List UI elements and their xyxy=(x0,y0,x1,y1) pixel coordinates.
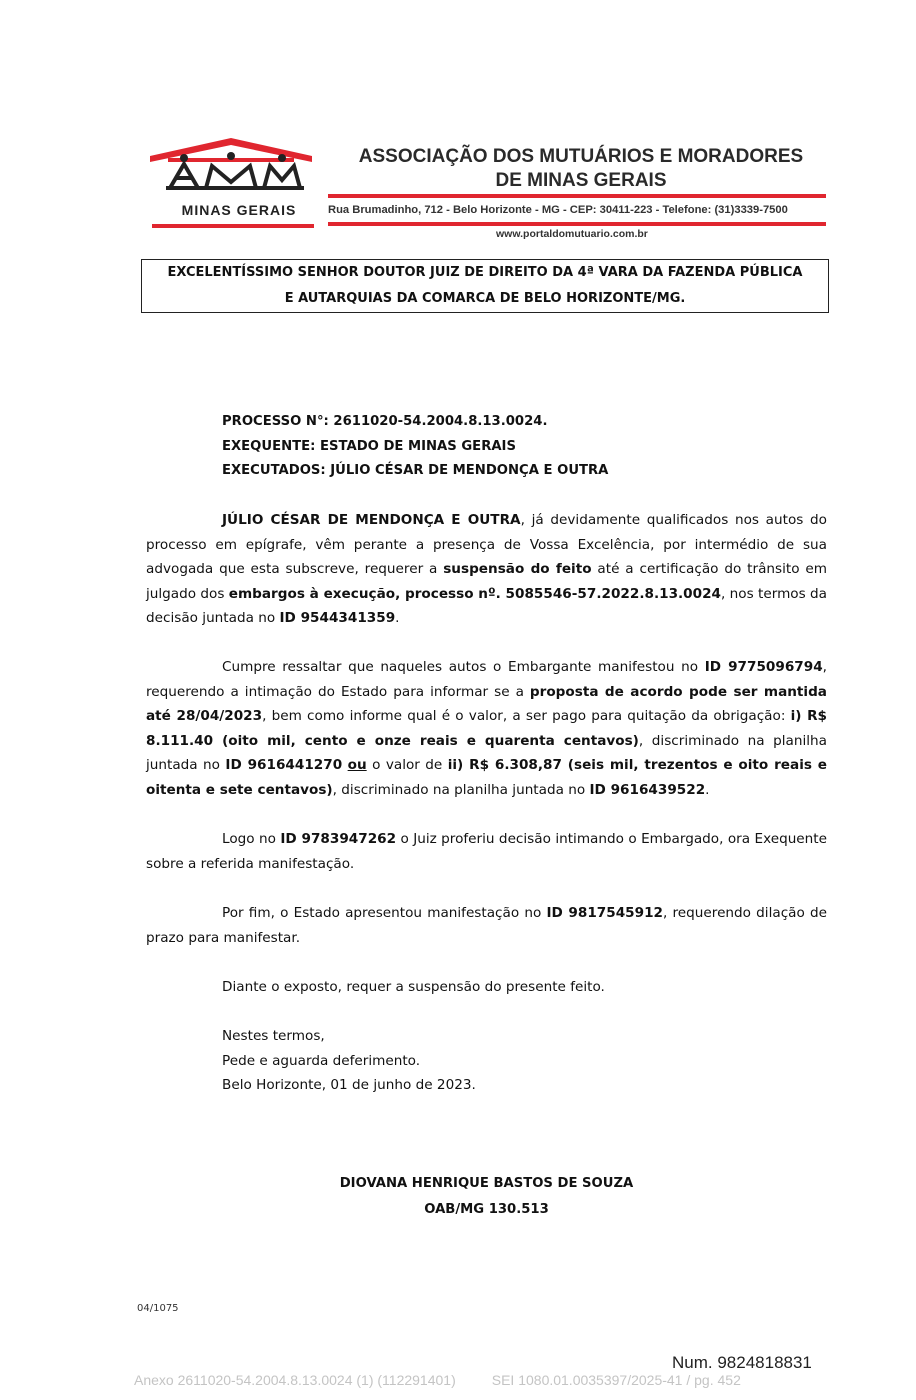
closing-line2: Pede e aguarda deferimento. xyxy=(222,1052,421,1069)
association-address: Rua Brumadinho, 712 - Belo Horizonte - MG - CEP: 30411-223 - Telefone: (31)3339-7500 xyxy=(328,204,788,216)
text: o Juiz proferiu decisão intimando o Embargado, ora Exequente sobre a referida manifestação. xyxy=(146,831,827,872)
paragraph-conclusion xyxy=(146,975,827,1000)
text: , discriminado na planilha juntada no xyxy=(332,781,590,798)
process-number: PROCESSO N°: 2611020-54.2004.8.13.0024. xyxy=(222,414,548,429)
annex-ref: Anexo 2611020-54.2004.8.13.0024 (1) (112291401) xyxy=(134,1372,456,1388)
closing-line1: Nestes termos, xyxy=(222,1028,325,1044)
underlined-text: ou xyxy=(347,757,367,773)
text: . xyxy=(395,610,400,626)
text: Diante o exposto, requer a suspensão do presente feito. xyxy=(222,979,605,995)
text: , requerendo a intimação do Estado para informar se a xyxy=(146,659,827,700)
paragraph-state xyxy=(146,901,827,950)
bold-text: ID 9775096794 xyxy=(704,659,823,675)
association-website: www.portaldomutuario.com.br xyxy=(496,228,648,240)
sei-ref: SEI 1080.01.0035397/2025-41 / pg. 452 xyxy=(491,1372,741,1388)
text: , requerendo dilação de prazo para manifestar. xyxy=(146,905,827,946)
bold-text: ID 9616441270 xyxy=(225,757,343,773)
accent-line xyxy=(328,222,826,226)
paragraph-manifestation xyxy=(146,655,827,802)
text: o valor de xyxy=(366,757,448,773)
association-title-line1: ASSOCIAÇÃO DOS MUTUÁRIOS E MORADORES xyxy=(358,146,804,167)
bold-text: JÚLIO CÉSAR DE MENDONÇA E OUTRA xyxy=(222,512,521,528)
process-header xyxy=(222,410,608,484)
letterhead-minas: MINAS GERAIS xyxy=(181,202,297,218)
text: até a certificação do trânsito em julgado dos xyxy=(146,561,827,602)
bold-text: ID 9616439522 xyxy=(589,781,706,798)
annex-footer xyxy=(134,1372,741,1388)
bold-text: ID 9783947262 xyxy=(280,831,397,847)
letterhead xyxy=(146,134,830,244)
accent-line xyxy=(152,224,314,228)
paragraph-request xyxy=(146,508,827,631)
page-reference: 04/1075 xyxy=(137,1303,179,1314)
text: Por fim, o Estado apresentou manifestação no xyxy=(222,905,547,921)
bold-text: suspensão do feito xyxy=(443,561,592,577)
text: Cumpre ressaltar que naqueles autos o Embargante manifestou no xyxy=(222,659,705,675)
accent-line xyxy=(328,194,826,198)
text: Logo no xyxy=(222,831,281,847)
closing-block xyxy=(222,1024,476,1098)
association-title-line2: DE MINAS GERAIS xyxy=(495,170,667,191)
text: , já devidamente qualificados nos autos do processo em epígrafe, vêm perante a presença de Vossa Excelência, por intermédio de sua advogada que esta subscreve, requerer a xyxy=(146,512,827,577)
process-executados: EXECUTADOS: JÚLIO CÉSAR DE MENDONÇA E OUTRA xyxy=(222,463,609,478)
signature-oab: OAB/MG 130.513 xyxy=(424,1202,549,1217)
bold-text: ID 9544341359 xyxy=(279,610,396,626)
bold-text: ID 9817545912 xyxy=(546,905,664,921)
bold-text: ii) R$ 6.308,87 (seis mil, trezentos e oito reais e oitenta e sete centavos) xyxy=(146,757,828,798)
closing-date: Belo Horizonte, 01 de junho de 2023. xyxy=(222,1077,476,1093)
paragraph-decision xyxy=(146,827,827,876)
addressee-line1: EXCELENTÍSSIMO SENHOR DOUTOR JUIZ DE DIREITO DA 4ª VARA DA FAZENDA PÚBLICA xyxy=(167,265,803,280)
text: , discriminado na planilha juntada no xyxy=(146,732,827,773)
text: , nos termos da decisão juntada no xyxy=(146,585,827,626)
house-roof-logo-icon xyxy=(146,134,316,204)
process-exequente: EXEQUENTE: ESTADO DE MINAS GERAIS xyxy=(222,438,516,454)
bold-text: proposta de acordo pode ser mantida até 28/04/2023 xyxy=(146,683,827,724)
text: , bem como informe qual é o valor, a ser pago para quitação da obrigação: xyxy=(262,708,791,724)
document-number: Num. 9824818831 xyxy=(672,1353,812,1372)
bold-text: i) R$ 8.111.40 (oito mil, cento e onze reais e quarenta centavos) xyxy=(146,708,827,749)
signature-block xyxy=(146,1171,827,1223)
text: . xyxy=(705,781,710,798)
addressee-box xyxy=(141,259,829,313)
addressee-line2: E AUTARQUIAS DA COMARCA DE BELO HORIZONTE/MG. xyxy=(284,291,686,306)
signature-name: DIOVANA HENRIQUE BASTOS DE SOUZA xyxy=(339,1176,634,1191)
bold-text: embargos à execução, processo nº. 5085546-57.2022.8.13.0024 xyxy=(228,585,722,602)
